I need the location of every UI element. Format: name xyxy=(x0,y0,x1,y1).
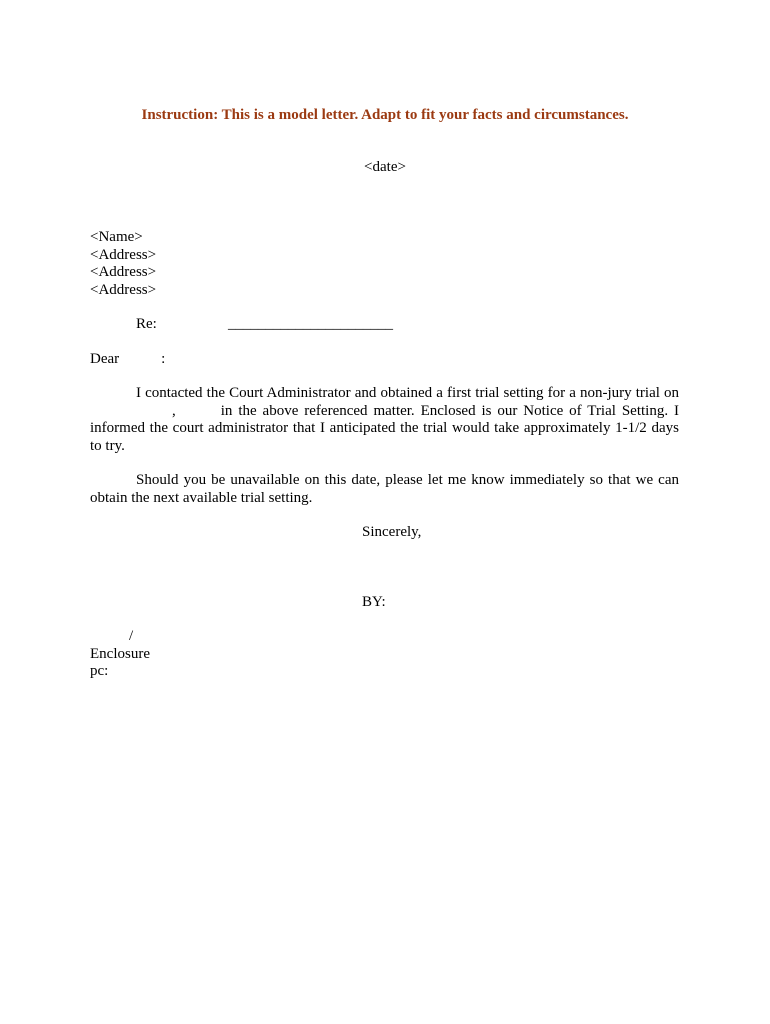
paragraph-1-rest: in the above referenced matter. Enclosed is our Notice of Trial Setting. I informed the court administrator that I anticipated the trial would take approximately 1-1/2 days to try. xyxy=(90,402,679,454)
paragraph-1-line-1: I contacted the Court Administrator and obtained a first trial setting for a non-jury trial on xyxy=(136,385,679,401)
signature-by: BY: xyxy=(362,594,386,610)
recipient-address-line: <Address> xyxy=(90,281,157,298)
date-placeholder: <date> xyxy=(364,159,406,175)
closing: Sincerely, xyxy=(362,524,422,540)
re-label: Re: xyxy=(136,316,157,332)
instruction-heading: Instruction: This is a model letter. Adapt to fit your facts and circumstances. xyxy=(141,107,629,123)
initials-slash: / xyxy=(129,628,134,644)
body-paragraph-2 xyxy=(90,472,679,507)
recipient-address-block xyxy=(90,229,156,299)
paragraph-2-text: Should you be unavailable on this date, please let me know immediately so that we can obtain the next available trial setting. xyxy=(90,472,679,506)
recipient-name: <Name> xyxy=(90,229,143,245)
recipient-address-line: <Address> xyxy=(90,246,157,263)
pc-notation: pc: xyxy=(90,663,109,679)
salutation xyxy=(90,351,165,368)
recipient-address-line: <Address> xyxy=(90,264,157,280)
salutation-dear: Dear xyxy=(90,351,120,367)
re-blank-line: ______________________ xyxy=(228,316,393,332)
salutation-colon: : xyxy=(161,351,166,367)
enclosure-notation: Enclosure xyxy=(90,646,150,662)
paragraph-1-comma: , xyxy=(172,402,176,419)
body-paragraph-1 xyxy=(90,385,679,455)
